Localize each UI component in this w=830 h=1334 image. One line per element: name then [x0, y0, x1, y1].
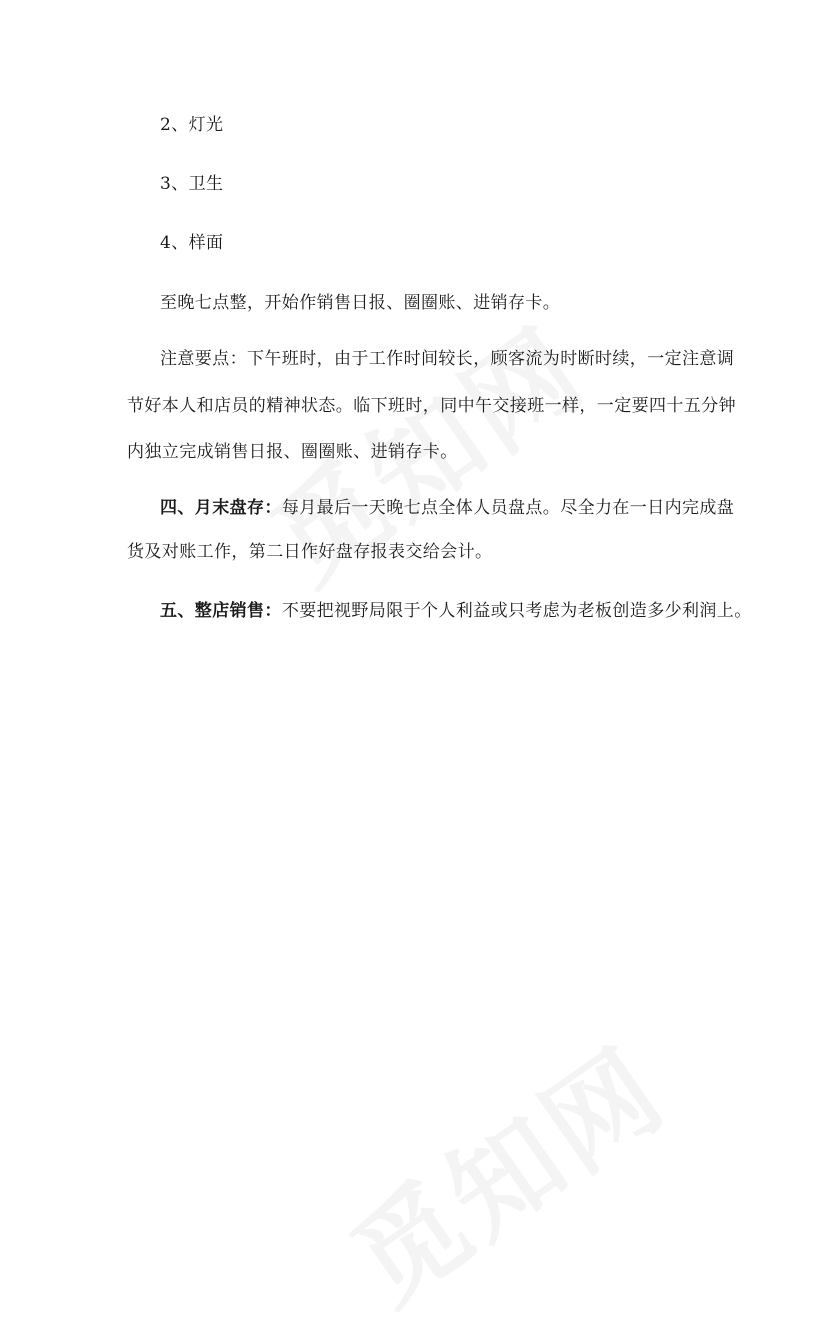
section-5-line-1	[160, 600, 752, 622]
watermark	[316, 1004, 692, 1333]
section-4-heading: 四、月末盘存：	[160, 498, 282, 518]
list-item-lighting: 2、灯光	[160, 115, 224, 135]
list-item-hygiene: 3、卫生	[160, 174, 224, 194]
section-4-text: 每月最后一天晚七点全体人员盘点。尽全力在一日内完成盘	[281, 498, 735, 518]
section-4-line-2: 货及对账工作，第二日作好盘存报表交给会计。	[127, 542, 493, 562]
notes-line-1: 注意要点：下午班时，由于工作时间较长，顾客流为时断时续，一定注意调	[160, 349, 735, 369]
evening-paragraph: 至晚七点整，开始作销售日报、圈圈账、进销存卡。	[160, 293, 561, 313]
section-4-line-1	[160, 497, 734, 519]
section-5-heading: 五、整店销售：	[160, 601, 282, 621]
section-5-text: 不要把视野局限于个人利益或只考虑为老板创造多少利润上。	[281, 601, 752, 621]
list-item-display: 4、样面	[160, 233, 224, 253]
notes-line-2: 节好本人和店员的精神状态。临下班时，同中午交接班一样，一定要四十五分钟	[127, 396, 736, 416]
notes-line-3: 内独立完成销售日报、圈圈账、进销存卡。	[127, 442, 458, 462]
